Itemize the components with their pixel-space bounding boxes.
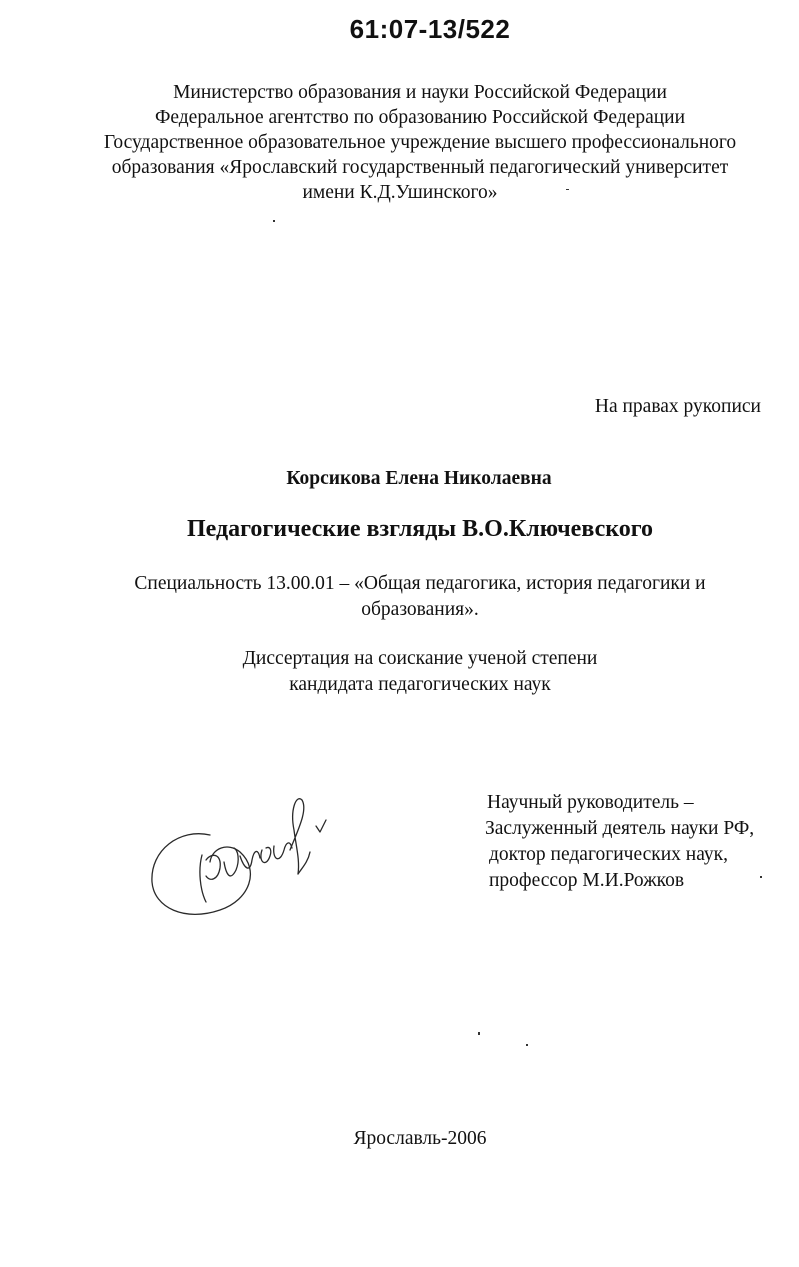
signature-icon (140, 790, 340, 935)
catalog-number: 61:07-13/522 (349, 14, 511, 44)
manuscript-note: На правах рукописи (594, 396, 761, 417)
scientific-supervisor (485, 790, 754, 894)
scan-speck (760, 876, 762, 878)
institution-header (0, 80, 799, 205)
degree-statement (0, 646, 799, 698)
supervisor-line: профессор М.И.Рожков (489, 870, 685, 891)
specialty-line: Специальность 13.00.01 – «Общая педагогика, история педагогики и (134, 573, 706, 594)
header-line: Государственное образовательное учреждение высшего профессионального (103, 132, 737, 153)
degree-line: кандидата педагогических наук (289, 674, 551, 695)
author-name: Корсикова Елена Николаевна (286, 468, 552, 489)
header-line: образования «Ярославский государственный педагогический университет (111, 157, 729, 178)
specialty (0, 571, 799, 623)
scan-speck (478, 1032, 480, 1035)
degree-line: Диссертация на соискание ученой степени (242, 648, 598, 669)
city-year: Ярославль-2006 (353, 1128, 487, 1149)
scan-speck (526, 1044, 528, 1046)
specialty-line: образования». (361, 599, 479, 620)
header-line: Министерство образования и науки Российской Федерации (173, 82, 667, 103)
header-line: Федеральное агентство по образованию Российской Федерации (154, 107, 686, 128)
supervisor-line: доктор педагогических наук, (489, 844, 728, 865)
scan-speck (273, 220, 275, 222)
header-line: имени К.Д.Ушинского» (302, 182, 498, 203)
scan-speck (566, 189, 569, 190)
supervisor-line: Научный руководитель – (487, 792, 694, 813)
supervisor-line: Заслуженный деятель науки РФ, (485, 818, 755, 839)
dissertation-title: Педагогические взгляды В.О.Ключевского (186, 516, 654, 542)
